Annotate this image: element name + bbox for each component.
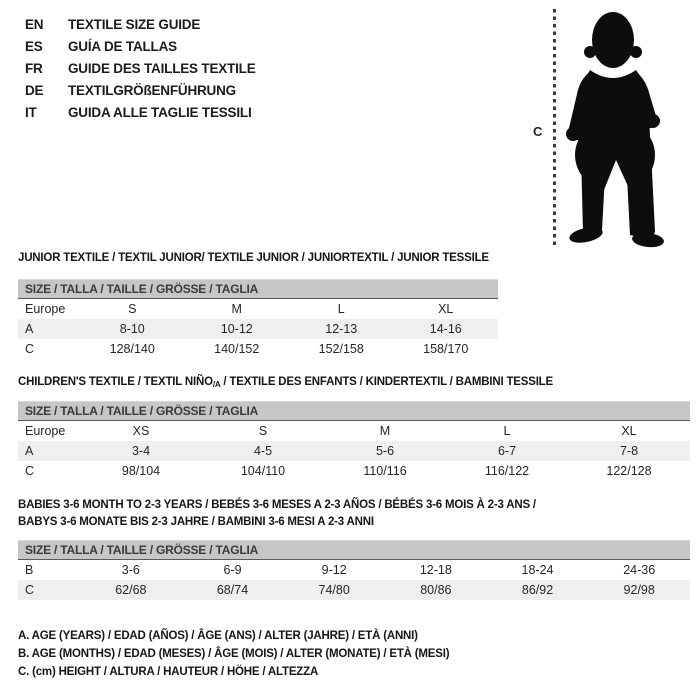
language-code: ES bbox=[25, 38, 43, 54]
language-row-fr bbox=[25, 57, 256, 79]
header-europe: Europe bbox=[25, 302, 66, 316]
cell: 152/158 bbox=[318, 342, 364, 356]
cell: 3-4 bbox=[131, 444, 151, 458]
babies-title-line1: BABIES 3-6 MONTH TO 2-3 YEARS / BEBÉS 3-6 MESES A 2-3 AÑOS / BÉBÉS 3-6 MOIS À 2-3 ANS / bbox=[18, 499, 536, 511]
cell: 158/170 bbox=[423, 342, 469, 356]
children-section-title bbox=[18, 376, 553, 389]
language-code: EN bbox=[25, 16, 44, 32]
cell: 140/152 bbox=[214, 342, 260, 356]
cell: 80/86 bbox=[420, 583, 452, 597]
header-size-xl: XL bbox=[438, 302, 454, 316]
junior-size-table bbox=[18, 279, 498, 359]
cell: 7-8 bbox=[619, 444, 639, 458]
footnote-b: B. AGE (MONTHS) / EDAD (MESES) / ÂGE (MOIS) / ALTER (MONATE) / ETÀ (MESI) bbox=[18, 648, 450, 660]
row-label: A bbox=[25, 444, 34, 458]
size-bar: SIZE / TALLA / TAILLE / GRÖSSE / TAGLIA bbox=[18, 540, 690, 560]
children-title-post: / TEXTILE DES ENFANTS / KINDERTEXTIL / BAMBINI TESSILE bbox=[220, 376, 553, 388]
header-size-l: L bbox=[337, 302, 345, 316]
footnote-a: A. AGE (YEARS) / EDAD (AÑOS) / ÂGE (ANS) / ALTER (JAHRE) / ETÀ (ANNI) bbox=[18, 630, 418, 642]
cell: 8-10 bbox=[119, 322, 145, 336]
footnotes bbox=[18, 630, 449, 684]
row-label: C bbox=[25, 583, 35, 597]
cell: 6-7 bbox=[497, 444, 517, 458]
cell: 4-5 bbox=[253, 444, 273, 458]
cell: 68/74 bbox=[216, 583, 249, 597]
cell: 62/68 bbox=[115, 583, 147, 597]
size-bar: SIZE / TALLA / TAILLE / GRÖSSE / TAGLIA bbox=[18, 279, 498, 299]
header-size-m: M bbox=[231, 302, 242, 316]
table-row-a bbox=[18, 319, 498, 339]
cell: 12-13 bbox=[325, 322, 358, 336]
language-code: FR bbox=[25, 60, 43, 76]
junior-section-title: JUNIOR TEXTILE / TEXTIL JUNIOR/ TEXTILE JUNIOR / JUNIORTEXTIL / JUNIOR TESSILE bbox=[18, 252, 489, 264]
header-size-s: S bbox=[258, 424, 268, 438]
table-row-c bbox=[18, 461, 690, 481]
header-europe: Europe bbox=[25, 424, 66, 438]
babies-title-line2: BABYS 3-6 MONATE BIS 2-3 JAHRE / BAMBINI 3-6 MESI A 2-3 ANNI bbox=[18, 516, 374, 528]
table-header-row bbox=[18, 299, 498, 319]
language-code: IT bbox=[25, 104, 37, 120]
language-label: TEXTILE SIZE GUIDE bbox=[68, 16, 201, 32]
cell: 3-6 bbox=[121, 563, 140, 577]
cell: 18-24 bbox=[521, 563, 554, 577]
language-label: TEXTILGRÖßENFÜHRUNG bbox=[68, 82, 236, 98]
children-title-subscript: /A bbox=[212, 380, 221, 389]
cell: 116/122 bbox=[484, 464, 530, 478]
cell: 74/80 bbox=[318, 583, 350, 597]
language-code: DE bbox=[25, 82, 44, 98]
language-row-de bbox=[25, 79, 256, 101]
cell: 110/116 bbox=[363, 464, 407, 478]
row-label: C bbox=[25, 464, 35, 478]
babies-size-table bbox=[18, 540, 690, 600]
table-header-row bbox=[18, 421, 690, 441]
cell: 98/104 bbox=[121, 464, 161, 478]
header-size-xl: XL bbox=[621, 424, 637, 438]
cell: 9-12 bbox=[321, 563, 347, 577]
cell: 128/140 bbox=[109, 342, 155, 356]
table-row-a bbox=[18, 441, 690, 461]
cell: 92/98 bbox=[623, 583, 655, 597]
cell: 14-16 bbox=[429, 322, 462, 336]
table-row-c bbox=[18, 580, 690, 600]
language-row-en bbox=[25, 13, 256, 35]
toddler-silhouette-icon bbox=[556, 4, 690, 252]
header-size-m: M bbox=[379, 424, 391, 438]
cell: 24-36 bbox=[623, 563, 656, 577]
language-label: GUIDE DES TAILLES TEXTILE bbox=[68, 60, 256, 76]
cell: 12-18 bbox=[419, 563, 452, 577]
row-label: B bbox=[25, 563, 34, 577]
row-label: A bbox=[25, 322, 34, 336]
height-measure-label: C bbox=[533, 124, 543, 139]
children-size-table bbox=[18, 401, 690, 481]
babies-section-title bbox=[18, 497, 536, 531]
cell: 10-12 bbox=[220, 322, 253, 336]
cell: 86/92 bbox=[521, 583, 554, 597]
table-row-c bbox=[18, 339, 498, 359]
size-bar: SIZE / TALLA / TAILLE / GRÖSSE / TAGLIA bbox=[18, 401, 690, 421]
cell: 104/110 bbox=[240, 464, 286, 478]
footnote-c: C. (cm) HEIGHT / ALTURA / HAUTEUR / HÖHE / ALTEZZA bbox=[18, 666, 319, 678]
header-size-l: L bbox=[503, 424, 511, 438]
language-label: GUIDA ALLE TAGLIE TESSILI bbox=[68, 104, 252, 120]
cell: 5-6 bbox=[375, 444, 395, 458]
cell: 122/128 bbox=[606, 464, 652, 478]
language-row-es bbox=[25, 35, 256, 57]
language-list bbox=[25, 13, 256, 123]
language-label: GUÍA DE TALLAS bbox=[68, 38, 177, 54]
header-size-xs: XS bbox=[132, 424, 150, 438]
cell: 6-9 bbox=[223, 563, 242, 577]
row-label: C bbox=[25, 342, 35, 356]
header-size-s: S bbox=[128, 302, 137, 316]
children-title-pre: CHILDREN'S TEXTILE / TEXTIL NIÑO bbox=[18, 376, 213, 388]
table-row-b bbox=[18, 560, 690, 580]
language-row-it bbox=[25, 101, 256, 123]
